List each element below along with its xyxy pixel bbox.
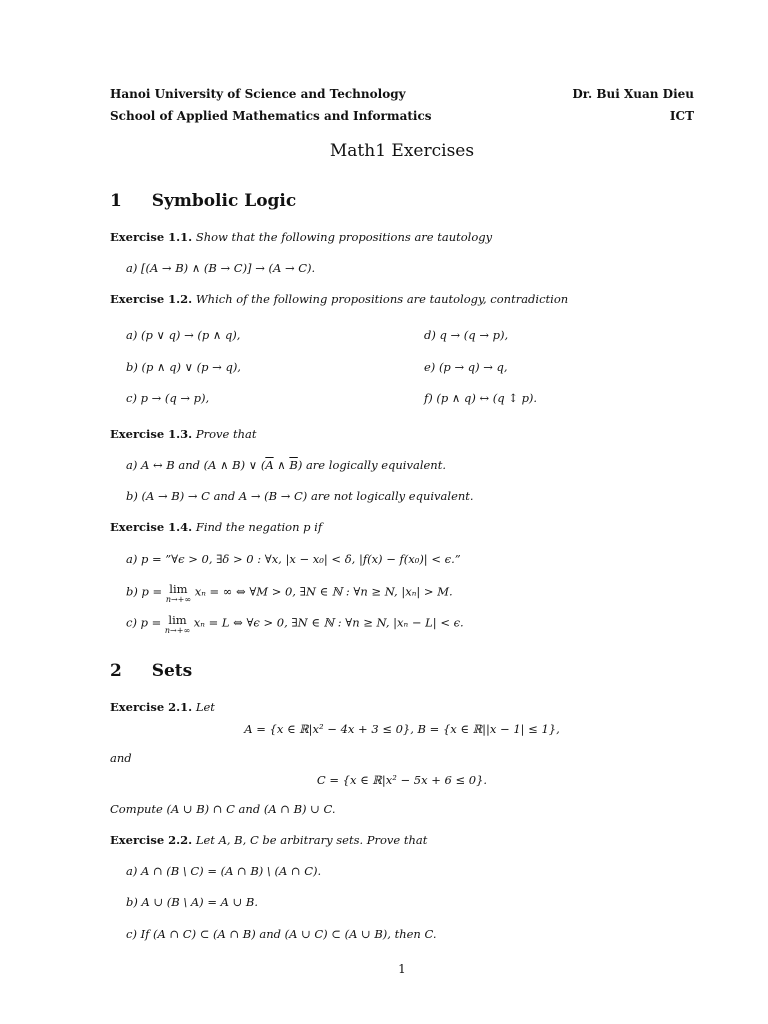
exercise-item: f) (p ∧ q) ↔ (q ↕ p). [424, 391, 538, 405]
section-title: Symbolic Logic [151, 191, 297, 211]
exercise-item: a) [(A → B) ∧ (B → C)] → (A → C). [126, 261, 316, 275]
item-text: ∧ [273, 458, 290, 472]
limit-operator [166, 584, 191, 604]
exercise-item: b) (A → B) → C and A → (B → C) are not logically equivalent. [126, 489, 474, 503]
section-title: Sets [151, 661, 193, 681]
exercise-1-4 [110, 520, 322, 534]
overlined-B: $\overline{B}$ [289, 458, 298, 472]
overlined-A: $\overline{A}$ [265, 458, 274, 472]
item-text: ) are logically equivalent. [297, 458, 446, 472]
exercise-1-2 [110, 292, 568, 306]
exercise-1-3 [110, 427, 256, 441]
exercise-item: b) A ∪ (B \ A) = A ∪ B. [126, 895, 258, 909]
item-text: b) p = [126, 584, 166, 599]
equation-a-b: A = {x ∈ ℝ|x² − 4x + 3 ≤ 0}, B = {x ∈ ℝ||x − 1| ≤ 1}, [244, 722, 560, 736]
exercise-prompt: Let [195, 700, 215, 714]
exercise-prompt: Prove that [195, 427, 257, 441]
limit-subscript: n→+∞ [164, 625, 191, 635]
exercise-prompt: Let A, B, C be arbitrary sets. Prove that [195, 833, 428, 847]
header-author: Dr. Bui Xuan Dieu [572, 87, 694, 101]
exercise-label: Exercise 1.4. [110, 520, 193, 534]
exercise-item: d) q → (q → p), [424, 328, 509, 342]
section-heading-2 [110, 661, 192, 681]
exercise-label: Exercise 1.2. [110, 292, 193, 306]
exercise-prompt: Find the negation p if [195, 520, 323, 534]
exercise-item: a) A ∩ (B \ C) = (A ∩ B) \ (A ∩ C). [126, 864, 322, 878]
exercise-item [126, 584, 453, 604]
item-text: c) p = [126, 615, 165, 630]
limit-operator [165, 615, 190, 635]
exercise-label: Exercise 2.2. [110, 833, 193, 847]
exercise-item: a) (p ∨ q) → (p ∧ q), [126, 328, 241, 342]
exercise-1-1 [110, 230, 492, 244]
equation-c: C = {x ∈ ℝ|x² − 5x + 6 ≤ 0}. [316, 773, 488, 787]
exercise-label: Exercise 1.1. [110, 230, 193, 244]
section-number: 2 [110, 661, 122, 681]
header-university: Hanoi University of Science and Technology [110, 87, 406, 101]
limit-word: lim [168, 613, 187, 627]
header-school: School of Applied Mathematics and Informatics [110, 109, 432, 123]
section-number: 1 [110, 191, 122, 211]
and-word: and [110, 751, 132, 765]
limit-subscript: n→+∞ [165, 594, 192, 604]
section-heading-1 [110, 191, 296, 211]
exercise-2-1 [110, 700, 215, 714]
exercise-item [126, 458, 446, 472]
page-title: Math1 Exercises [329, 141, 475, 161]
item-text: xₙ = L ⇔ ∀ϵ > 0, ∃N ∈ ℕ : ∀n ≥ N, |xₙ − L| < ϵ. [190, 615, 464, 630]
header-dept: ICT [669, 109, 694, 123]
limit-word: lim [169, 582, 188, 596]
exercise-label: Exercise 1.3. [110, 427, 193, 441]
exercise-item: c) p → (q → p), [126, 391, 210, 405]
exercise-2-2 [110, 833, 427, 847]
exercise-item: c) If (A ∩ C) ⊂ (A ∩ B) and (A ∪ C) ⊂ (A ∪ B), then C. [126, 927, 437, 941]
exercise-prompt: Show that the following propositions are tautology [195, 230, 493, 244]
exercise-label: Exercise 2.1. [110, 700, 193, 714]
exercise-item: b) (p ∧ q) ∨ (p → q), [126, 360, 241, 374]
compute-text: Compute (A ∪ B) ∩ C and (A ∩ B) ∪ C. [110, 802, 336, 816]
exercise-prompt: Which of the following propositions are tautology, contradiction [195, 292, 569, 306]
item-text: a) A ↔ B and (A ∧ B) ∨ ( [126, 458, 266, 472]
exercise-item [126, 615, 464, 635]
page-number: 1 [398, 962, 406, 976]
exercise-item: e) (p → q) → q, [424, 360, 508, 374]
exercise-item: a) p = ”∀ϵ > 0, ∃δ > 0 : ∀x, |x − x₀| < δ, |f(x) − f(x₀)| < ϵ.” [126, 552, 461, 566]
item-text: xₙ = ∞ ⇔ ∀M > 0, ∃N ∈ ℕ : ∀n ≥ N, |xₙ| > M. [191, 584, 453, 599]
